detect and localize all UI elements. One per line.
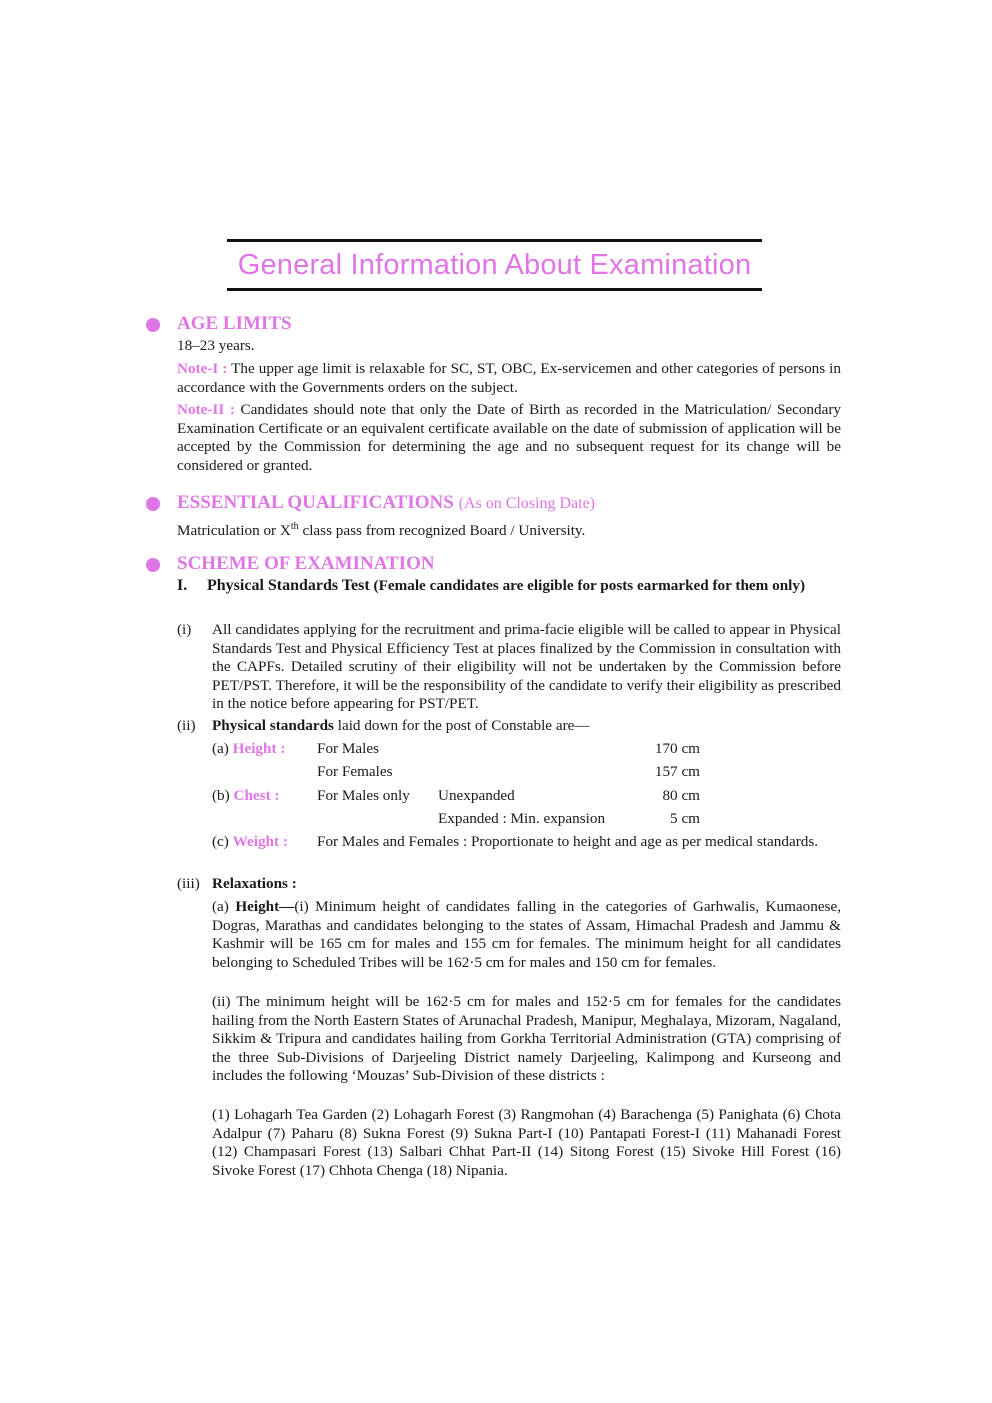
height-male: For Males — [317, 740, 380, 757]
age-note-1 — [177, 360, 841, 397]
height-label: (a) Height : — [212, 740, 286, 757]
age-note-2 — [177, 401, 841, 475]
chest-expanded: Expanded : Min. expansion — [438, 810, 606, 827]
chest-male: For Males only — [317, 787, 410, 804]
item-iii-number: (iii) — [177, 875, 200, 892]
relaxation-height-a: (a) Height—(i) Minimum height of candidates falling in the categories of Garhwalis, Kumaonese, Dogras, Marathas and candidates belonging to the states of Assam, Himachal Pradesh and Jammu & Kashmir will be 165 cm for males and 155 cm for females. The minimum height for all candidates belonging to Scheduled Tribes will be 162·5 cm for males and 150 cm for females. — [212, 898, 842, 971]
mouzas-list: (1) Lohagarh Tea Garden (2) Lohagarh Forest (3) Rangmohan (4) Barachenga (5) Panighata (6) Chota Adalpur (7) Paharu (8) Sukna Forest (9) Sukna Part-I (10) Pantapati Forest-I (11) Mahanadi Forest (12) Champasari Forest (13) Salbari Chhat Part-II (14) Sitong Forest (15) Sivoke Hill Forest (16) Sivoke Forest (17) Chhota Chenga (18) Nipania. — [212, 1106, 841, 1179]
height-female: For Females — [317, 763, 393, 780]
qualifications-heading: ESSENTIAL QUALIFICATIONS (As on Closing Date) — [177, 492, 596, 513]
note-2-label: Note-II : — [177, 401, 235, 418]
item-ii-text: Physical standards laid down for the post of Constable are— — [212, 717, 590, 734]
scheme-heading: SCHEME OF EXAMINATION — [177, 553, 435, 574]
relaxation-height-ii: (ii) The minimum height will be 162·5 cm for males and 152·5 cm for females for the candidates hailing from the North Eastern States of Arunachal Pradesh, Manipur, Meghalaya, Mizoram, Nagaland, Sikkim & Tripura and candidates hailing from Gorkha Territorial Administration (GTA) comprising of the three Sub-Divisions of Darjeeling District namely Darjeeling, Kalimpong and Kurseong and includes the following ‘Mouzas’ Sub-Division of these districts : — [212, 993, 841, 1085]
height-female-value: 157 cm — [654, 763, 700, 780]
height-male-value: 170 cm — [654, 740, 700, 757]
qualifications-text: Matriculation or Xth class pass from recognized Board / University. — [177, 521, 586, 540]
chest-label: (b) Chest : — [212, 787, 280, 804]
weight-text: For Males and Females : Proportionate to height and age as per medical standards. — [317, 833, 819, 850]
note-2-text: Candidates should note that only the Date of Birth as recorded in the Matriculation/ Secondary Examination Certificate or an equivalent certificate available on the date of submission of application will be accepted by the Commission for determining the age and no subsequent request for its change will be considered or granted. — [177, 401, 842, 474]
part-1-number: I. — [177, 577, 188, 594]
relaxations-label: Relaxations : — [212, 875, 297, 892]
item-i-number: (i) — [177, 621, 192, 638]
page-title: General Information About Examination — [237, 249, 752, 281]
weight-label: (c) Weight : — [212, 833, 288, 850]
note-1-text: The upper age limit is relaxable for SC, ST, OBC, Ex-servicemen and other categories of persons in accordance with the Governments orders on the subject. — [177, 360, 841, 396]
chest-unexpanded-value: 80 cm — [662, 787, 700, 804]
page-title-box — [227, 239, 762, 291]
chest-unexpanded: Unexpanded — [438, 787, 515, 804]
note-1-label: Note-I : — [177, 360, 228, 377]
item-ii-number: (ii) — [177, 717, 196, 734]
chest-expanded-value: 5 cm — [670, 810, 700, 827]
age-range: 18–23 years. — [177, 337, 255, 354]
bullet-icon — [146, 558, 160, 572]
age-heading: AGE LIMITS — [177, 313, 292, 334]
part-1-title: Physical Standards Test (Female candidates are eligible for posts earmarked for them only) — [207, 577, 806, 594]
bullet-icon — [146, 497, 160, 511]
qualifications-subheading: (As on Closing Date) — [458, 495, 596, 512]
item-i-text: All candidates applying for the recruitment and prima-facie eligible will be called to appear in Physical Standards Test and Physical Efficiency Test at places finalized by the Commission in consultation with the CAPFs. Detailed scrutiny of their eligibility will not be undertaken by the Commission before PET/PST. Therefore, it will be the responsibility of the candidate to verify their eligibility as prescribed in the notice before appearing for PST/PET. — [212, 621, 841, 713]
bullet-icon — [146, 318, 160, 332]
